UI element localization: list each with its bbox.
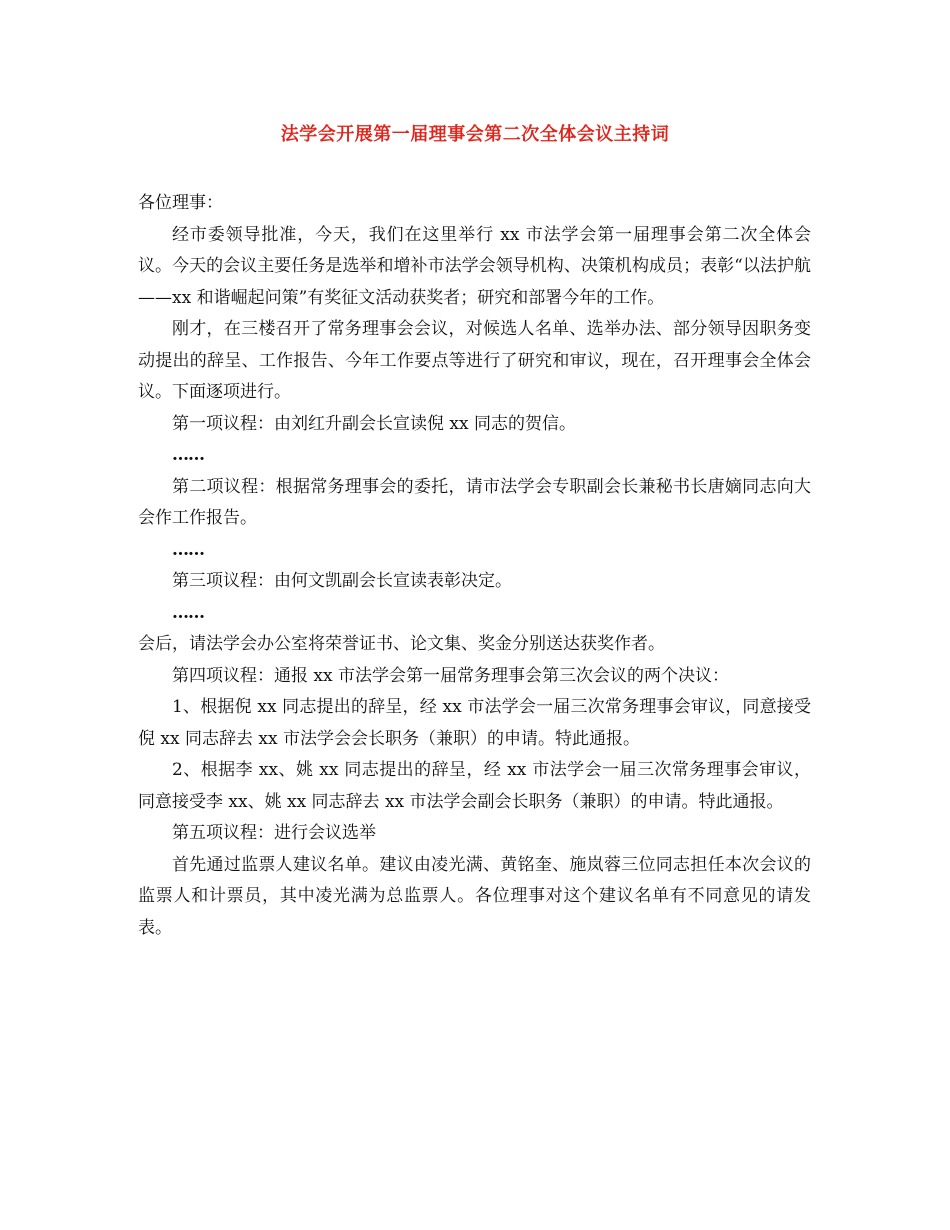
paragraph: 第五项议程：进行会议选举 (172, 823, 376, 843)
ellipsis-marker: …… (172, 602, 204, 623)
paragraph: 第一项议程：由刘红升副会长宣读倪 xx 同志的贺信。 (172, 413, 576, 434)
ellipsis-marker: …… (172, 445, 204, 465)
document-body (138, 188, 811, 944)
paragraph: 第四项议程：通报 xx 市法学会第一届常务理事会第三次会议的两个决议： (172, 665, 729, 686)
ellipsis-marker: …… (172, 539, 204, 560)
paragraph: 首先通过监票人建议名单。建议由凌光满、黄铭奎、施岚蓉三位同志担任本次会议的监票人和计票员，其中凌光满为总监票人。各位理事对这个建议名单有不同意见的请发表。 (138, 854, 811, 938)
paragraph: 第三项议程：由何文凯副会长宣读表彰决定。 (172, 571, 512, 591)
paragraph: 刚才，在三楼召开了常务理事会会议，对候选人名单、选举办法、部分领导因职务变动提出的辞呈、工作报告、今年工作要点等进行了研究和审议，现在，召开理事会全体会议。下面逐项进行。 (138, 319, 811, 402)
paragraph: 第二项议程：根据常务理事会的委托，请市法学会专职副会长兼秘书长唐嫡同志向大会作工作报告。 (138, 476, 811, 528)
document-title: 法学会开展第一届理事会第二次全体会议主持词 (280, 124, 670, 145)
paragraph: 1、根据倪 xx 同志提出的辞呈，经 xx 市法学会一届三次常务理事会审议，同意接受倪 xx 同志辞去 xx 市法学会会长职务（兼职）的申请。特此通报。 (138, 697, 811, 749)
paragraph: 各位理事： (138, 193, 223, 213)
paragraph: 会后，请法学会办公室将荣誉证书、论文集、奖金分别送达获奖作者。 (138, 634, 665, 654)
paragraph: 经市委领导批准，今天，我们在这里举行 xx 市法学会第一届理事会第二次全体会议。今天的会议主要任务是选举和增补市法学会领导机构、决策机构成员；表彰“以法护航——xx 和谐崛起问策”有奖征文活动获奖者；研究和部署今年的工作。 (138, 224, 811, 308)
paragraph: 2、根据李 xx、姚 xx 同志提出的辞呈，经 xx 市法学会一届三次常务理事会审议，同意接受李 xx、姚 xx 同志辞去 xx 市法学会副会长职务（兼职）的申请。特此通报。 (138, 760, 811, 812)
